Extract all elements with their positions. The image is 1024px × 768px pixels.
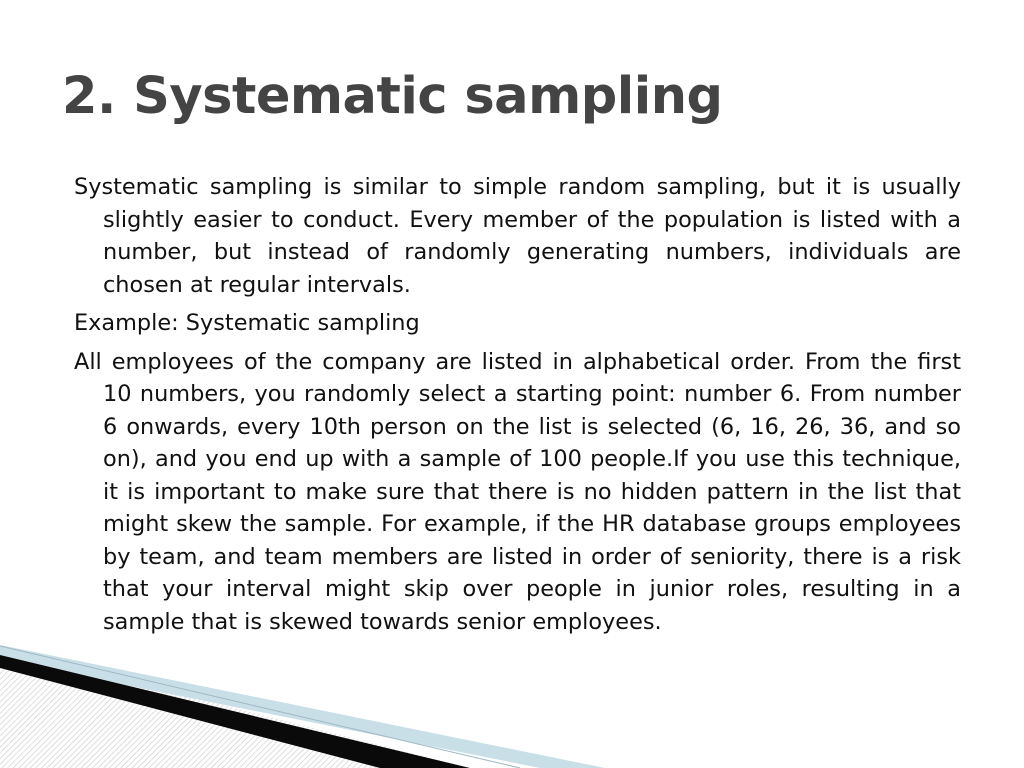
paragraph-example-heading: Example: Systematic sampling xyxy=(74,310,420,336)
slide-body xyxy=(74,171,961,644)
slide-title: 2. Systematic sampling xyxy=(62,67,723,126)
paragraph-definition: Systematic sampling is similar to simple random sampling, but it is usually slightly easier to conduct. Every member of the population is listed with a number, but instead of randomly generating numbers, individuals are chosen at regular intervals. xyxy=(74,174,961,298)
paragraph-example: All employees of the company are listed in alphabetical order. From the first 10 numbers, you randomly select a starting point: number 6. From number 6 onwards, every 10th person on the list is selected (6, 16, 26, 36, and so on), and you end up with a sample of 100 people.If you use this technique, it is important to make sure that there is no hidden pattern in the list that might skew the sample. For example, if the HR database groups employees by team, and team members are listed in order of seniority, there is a risk that your interval might skip over people in junior roles, resulting in a sample that is skewed towards senior employees. xyxy=(74,348,961,635)
